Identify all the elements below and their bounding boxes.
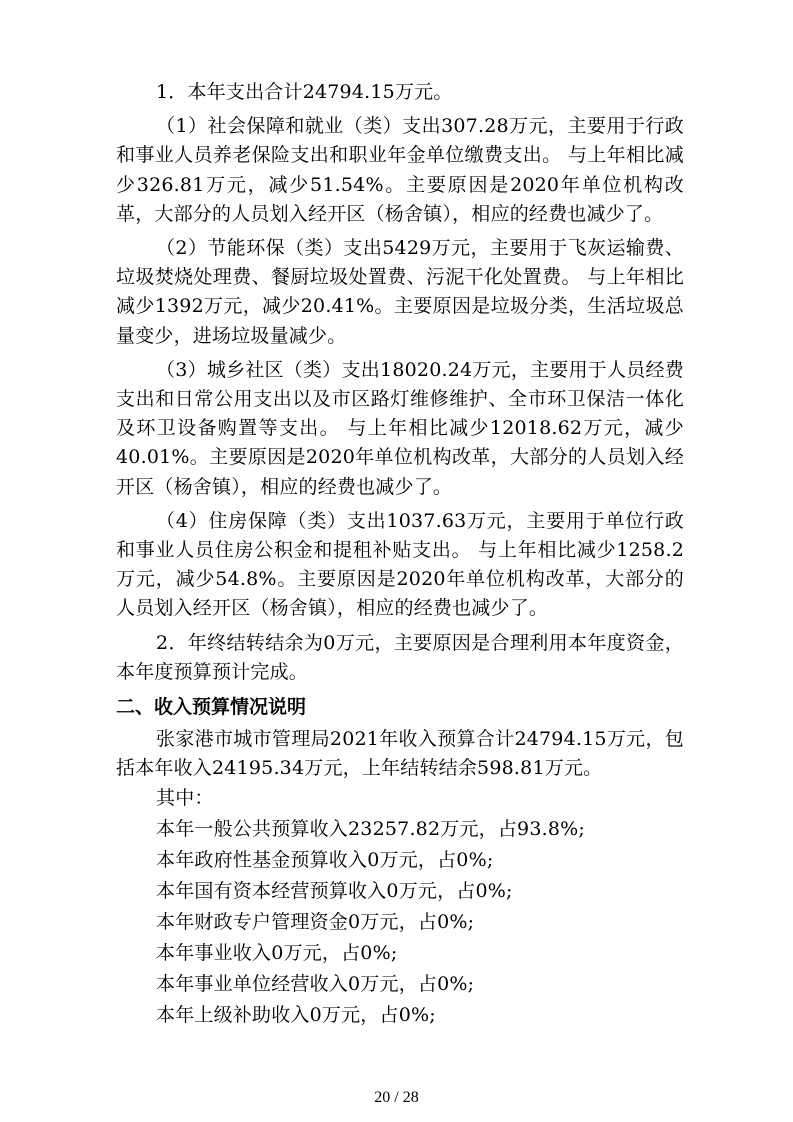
list-item: 其中：	[156, 787, 214, 810]
list-item: 本年财政专户管理资金0万元，占0%;	[156, 911, 475, 934]
list-item: 本年政府性基金预算收入0万元，占0%;	[156, 849, 494, 872]
list-item: 本年一般公共预算收入23257.82万元，占93.8%;	[156, 818, 586, 841]
page-number: 20 / 28	[374, 1089, 419, 1106]
paragraph-urban-rural: （3）城乡社区（类）支出18020.24万元，主要用于人员经费支出和日常公用支出以及市区路灯维修维护、全市环卫保洁一体化及环卫设备购置等支出。 与上年相比减少12018.62万元，减少40.01%。主要原因是2020年单位机构改革，大部分的人员划入经开区（杨舍镇），相应的经费也减少了。	[116, 358, 684, 498]
section-heading-income: 二、收入预算情况说明	[116, 696, 307, 719]
page-content	[116, 78, 684, 1031]
paragraph-social-security: （1）社会保障和就业（类）支出307.28万元，主要用于行政和事业人员养老保险支出和职业年金单位缴费支出。 与上年相比减少326.81万元，减少51.54%。主要原因是2020年单位机构改革，大部分的人员划入经开区（杨舍镇），相应的经费也减少了。	[116, 115, 684, 225]
list-item: 本年国有资本经营预算收入0万元，占0%;	[156, 880, 513, 903]
list-item: 本年事业单位经营收入0万元，占0%;	[156, 973, 475, 996]
paragraph-income-intro: 张家港市城市管理局2021年收入预算合计24794.15万元，包括本年收入24195.34万元，上年结转结余598.81万元。	[116, 728, 684, 780]
list-item: 本年上级补助收入0万元，占0%;	[156, 1004, 436, 1027]
paragraph-housing: （4）住房保障（类）支出1037.63万元，主要用于单位行政和事业人员住房公积金和提租补贴支出。 与上年相比减少1258.2万元，减少54.8%。主要原因是2020年单位机构改革，大部分的人员划入经开区（杨舍镇），相应的经费也减少了。	[116, 509, 684, 620]
income-item-list	[116, 783, 684, 1031]
list-item: 本年事业收入0万元，占0%;	[156, 942, 398, 965]
paragraph-year-end-balance: 2．年终结转结余为0万元，主要原因是合理利用本年度资金，本年度预算预计完成。	[116, 631, 684, 683]
paragraph-total-expenditure: 1．本年支出合计24794.15万元。	[156, 81, 453, 103]
paragraph-energy-environment: （2）节能环保（类）支出5429万元，主要用于飞灰运输费、垃圾焚烧处理费、餐厨垃圾处置费、污泥干化处置费。 与上年相比减少1392万元，减少20.41%。主要原因是垃圾分类，生活垃圾总量变少，进场垃圾量减少。	[116, 237, 684, 347]
